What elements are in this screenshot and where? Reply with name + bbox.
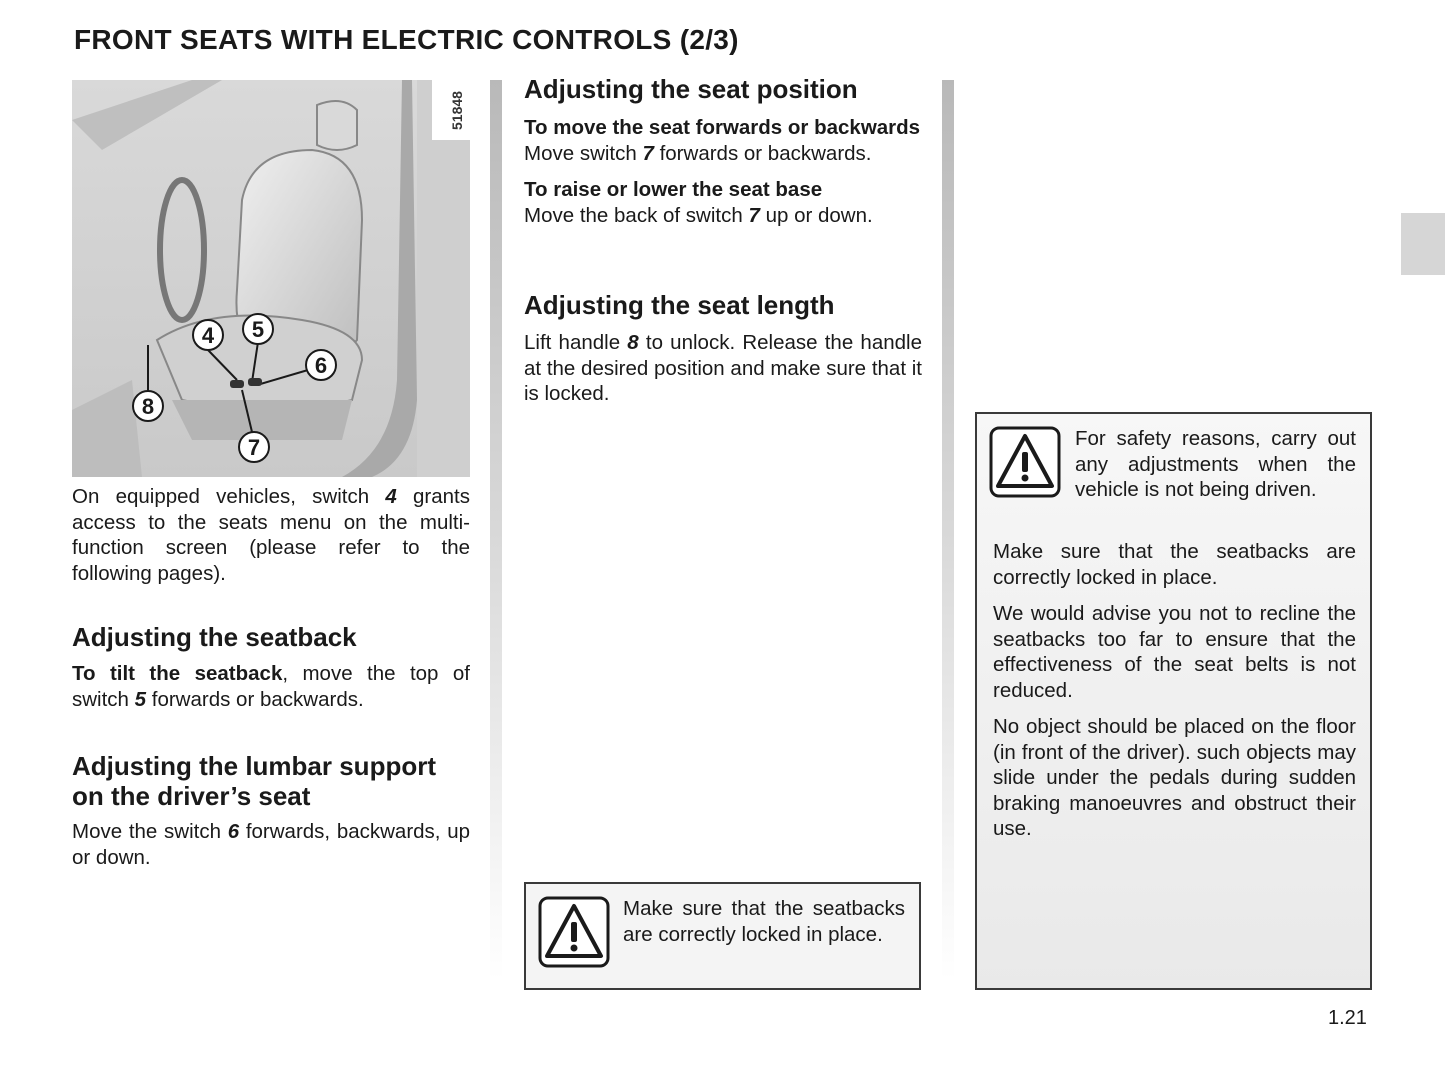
raise-text-post: up or down. xyxy=(759,203,873,227)
seatback-section xyxy=(72,622,470,712)
switch-6-ref: 6 xyxy=(227,820,240,843)
callout-8 xyxy=(133,391,163,421)
figure-reference: 51848 xyxy=(449,91,465,130)
callout-6 xyxy=(306,350,336,380)
seat-length-heading: Adjusting the seat length xyxy=(524,290,835,320)
callout-5 xyxy=(243,314,273,344)
warning-para-2: Make sure that the seatbacks are correctly locked in place. xyxy=(993,540,1356,589)
length-text-pre: Lift handle xyxy=(524,331,628,354)
lumbar-heading: Adjusting the lumbar support on the driver’s seat xyxy=(72,751,436,811)
warning-small-text: Make sure that the seatbacks are correctly locked in place. xyxy=(623,897,905,946)
warning-icon xyxy=(989,426,1061,498)
forwards-subheading: To move the seat forwards or backwards xyxy=(524,116,921,139)
column-divider-right xyxy=(942,80,954,980)
page-title: FRONT SEATS WITH ELECTRIC CONTROLS (2/3) xyxy=(74,24,739,55)
warning-icon xyxy=(538,896,610,968)
switch-7-ref-b: 7 xyxy=(748,203,760,227)
section-tab xyxy=(1401,213,1445,275)
lumbar-text-pre: Move the switch xyxy=(72,820,228,843)
warning-box-large xyxy=(975,412,1372,990)
switch-7-ref-a: 7 xyxy=(642,141,654,165)
lumbar-section xyxy=(72,751,470,870)
callout-7-label: 7 xyxy=(247,435,261,460)
seat-illustration xyxy=(72,80,470,477)
callout-4 xyxy=(193,320,223,350)
warning-box-small xyxy=(524,882,921,990)
callout-5-label: 5 xyxy=(251,317,265,342)
raise-text-pre: Move the back of switch xyxy=(524,203,749,227)
column-divider-left xyxy=(490,80,502,980)
handle-8-ref: 8 xyxy=(627,331,639,354)
switch-4-ref: 4 xyxy=(385,485,397,508)
seat-length-section xyxy=(524,290,922,407)
warning-para-4: No object should be placed on the floor (in front of the driver). such objects may slide under the pedals during sudden braking manoeuvres and obstruct their use. xyxy=(993,715,1356,840)
seat-position-heading: Adjusting the seat position xyxy=(524,74,858,104)
intro-text-post: grants access to the seats menu on the multi-function screen (please refer to the following pages). xyxy=(72,485,470,585)
length-text-post: to unlock. Release the handle at the desired position and make sure that it is locked. xyxy=(524,331,922,405)
callout-7 xyxy=(239,432,269,462)
warning-para-1: For safety reasons, carry out any adjustments when the vehicle is not being driven. xyxy=(1075,427,1356,501)
forwards-text-post: forwards or backwards. xyxy=(653,141,872,165)
lumbar-text-post: forwards, backwards, up or down. xyxy=(72,820,471,869)
switch-5-ref: 5 xyxy=(134,687,147,711)
seatback-text-post: forwards or backwards. xyxy=(146,687,364,711)
callout-4-label: 4 xyxy=(201,323,215,348)
seatback-heading: Adjusting the seatback xyxy=(72,622,357,652)
seatback-bold-lead: To tilt the seatback xyxy=(72,662,283,685)
intro-text-pre: On equipped vehicles, switch xyxy=(72,485,386,508)
intro-paragraph xyxy=(72,484,470,586)
raise-subheading: To raise or lower the seat base xyxy=(524,178,823,201)
callout-8-label: 8 xyxy=(141,394,155,419)
callout-6-label: 6 xyxy=(314,353,328,378)
seat-position-section xyxy=(524,74,922,228)
warning-para-3: We would advise you not to recline the seatbacks too far to ensure that the effectiveness of the seat belts is not reduced. xyxy=(993,602,1356,702)
forwards-text-pre: Move switch xyxy=(524,141,643,165)
seatback-text-pre: , move the top of switch xyxy=(72,662,470,711)
page-number: 1.21 xyxy=(1328,1007,1367,1029)
